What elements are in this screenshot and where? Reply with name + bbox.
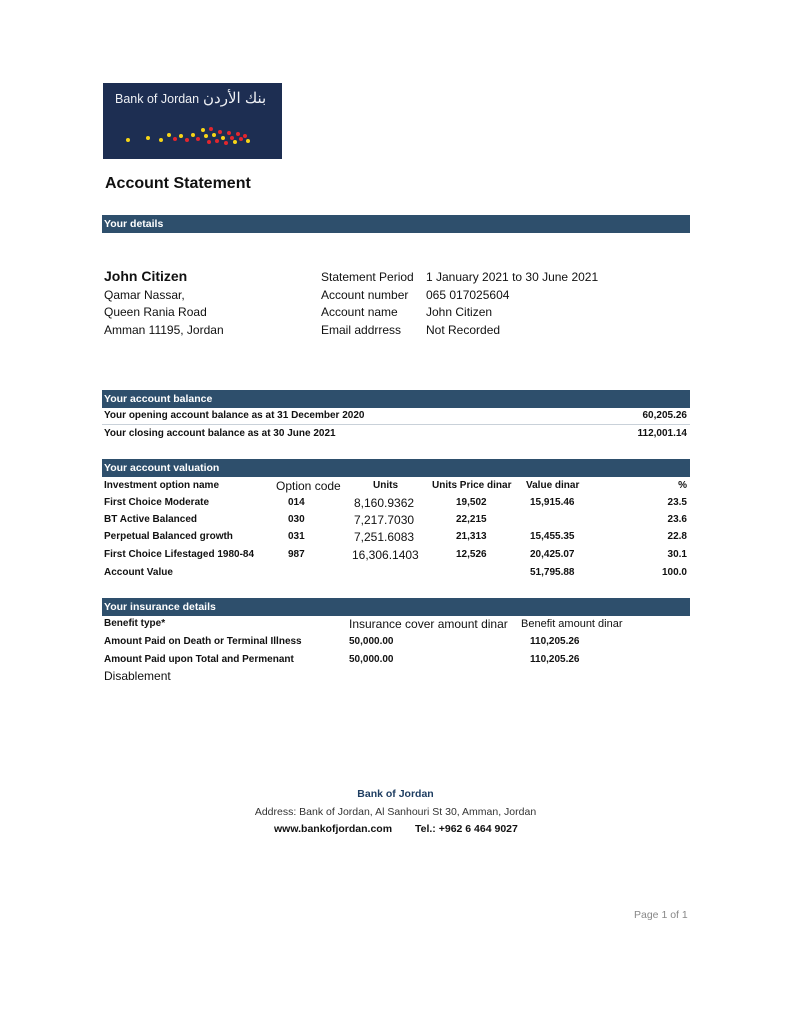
page-title: Account Statement [105,175,251,192]
account-name-value: John Citizen [426,305,493,319]
table-row-percent: 23.5 [667,497,687,508]
row-divider [102,424,690,425]
table-row-percent: 23.6 [667,514,687,525]
bank-logo [103,83,282,159]
account-value-label: Account Value [104,567,173,578]
email-label: Email addrress [321,323,402,337]
statement-period-value: 1 January 2021 to 30 June 2021 [426,270,599,284]
table-row-name: First Choice Lifestaged 1980-84 [104,549,255,560]
table-row-name: Perpetual Balanced growth [104,531,233,542]
address-line-3: Amman 11195, Jordan [104,323,224,337]
table-row-value: 15,915.46 [530,497,575,508]
table-row-value: 15,455.35 [530,531,575,542]
page-number: Page 1 of 1 [634,909,688,921]
insurance-header: Your insurance details [102,598,690,616]
insurance-row-type-continuation: Disablement [104,669,171,683]
table-row-price: 12,526 [456,549,487,560]
table-row-price: 21,313 [456,531,487,542]
col-percent: % [678,480,687,491]
table-row-units: 7,251.6083 [354,530,415,544]
details-header: Your details [102,215,690,233]
col-benefit-type: Benefit type* [104,618,166,629]
table-row-units: 16,306.1403 [352,548,419,562]
closing-balance-label: Your closing account balance as at 30 June 2021 [104,428,336,439]
logo-name-en: Bank of Jordan [115,92,200,106]
table-row-price: 22,215 [456,514,487,525]
closing-balance-value: 112,001.14 [637,428,687,439]
table-row-percent: 30.1 [667,549,687,560]
account-number-value: 065 017025604 [426,288,510,302]
opening-balance-value: 60,205.26 [642,410,687,421]
col-unit-price: Units Price dinar [432,480,512,491]
col-value: Value dinar [526,480,580,491]
logo-name-ar: بنك الأردن [203,90,267,107]
balance-header: Your account balance [102,390,690,408]
col-cover-amount: Insurance cover amount dinar [349,617,508,631]
col-investment-name: Investment option name [104,480,220,491]
insurance-row-cover: 50,000.00 [349,654,394,665]
table-row-code: 031 [288,531,305,542]
valuation-header: Your account valuation [102,459,690,477]
table-row-code: 014 [288,497,305,508]
account-number-label: Account number [321,288,409,302]
footer-address: Address: Bank of Jordan, Al Sanhouri St 30, Amman, Jordan [254,806,537,818]
address-line-2: Queen Rania Road [104,305,207,319]
insurance-row-cover: 50,000.00 [349,636,394,647]
col-units: Units [373,480,398,491]
table-row-code: 030 [288,514,305,525]
table-row-name: BT Active Balanced [104,514,197,525]
footer-bank-name: Bank of Jordan [357,788,434,800]
account-value-total: 51,795.88 [530,567,575,578]
col-benefit-amount: Benefit amount dinar [521,618,623,630]
insurance-row-type: Amount Paid upon Total and Permenant [104,654,294,665]
footer-telephone: Tel.: +962 6 464 9027 [415,823,518,835]
table-row-code: 987 [288,549,305,560]
account-name-label: Account name [321,305,398,319]
table-row-units: 7,217.7030 [354,513,415,527]
table-row-name: First Choice Moderate [104,497,210,508]
email-value: Not Recorded [426,323,501,337]
table-row-price: 19,502 [456,497,487,508]
logo-dots-graphic [103,83,282,159]
account-value-percent: 100.0 [661,567,687,578]
col-option-code: Option code [276,479,341,493]
address-line-1: Qamar Nassar, [104,288,185,302]
table-row-percent: 22.8 [667,531,687,542]
statement-period-label: Statement Period [321,270,414,284]
opening-balance-label: Your opening account balance as at 31 December 2020 [104,410,365,421]
table-row-units: 8,160.9362 [354,496,415,510]
insurance-row-type: Amount Paid on Death or Terminal Illness [104,636,302,647]
footer-website-link[interactable]: www.bankofjordan.com [274,823,393,835]
customer-name: John Citizen [104,268,188,284]
insurance-row-benefit: 110,205.26 [530,654,580,665]
insurance-row-benefit: 110,205.26 [530,636,580,647]
table-row-value: 20,425.07 [530,549,575,560]
